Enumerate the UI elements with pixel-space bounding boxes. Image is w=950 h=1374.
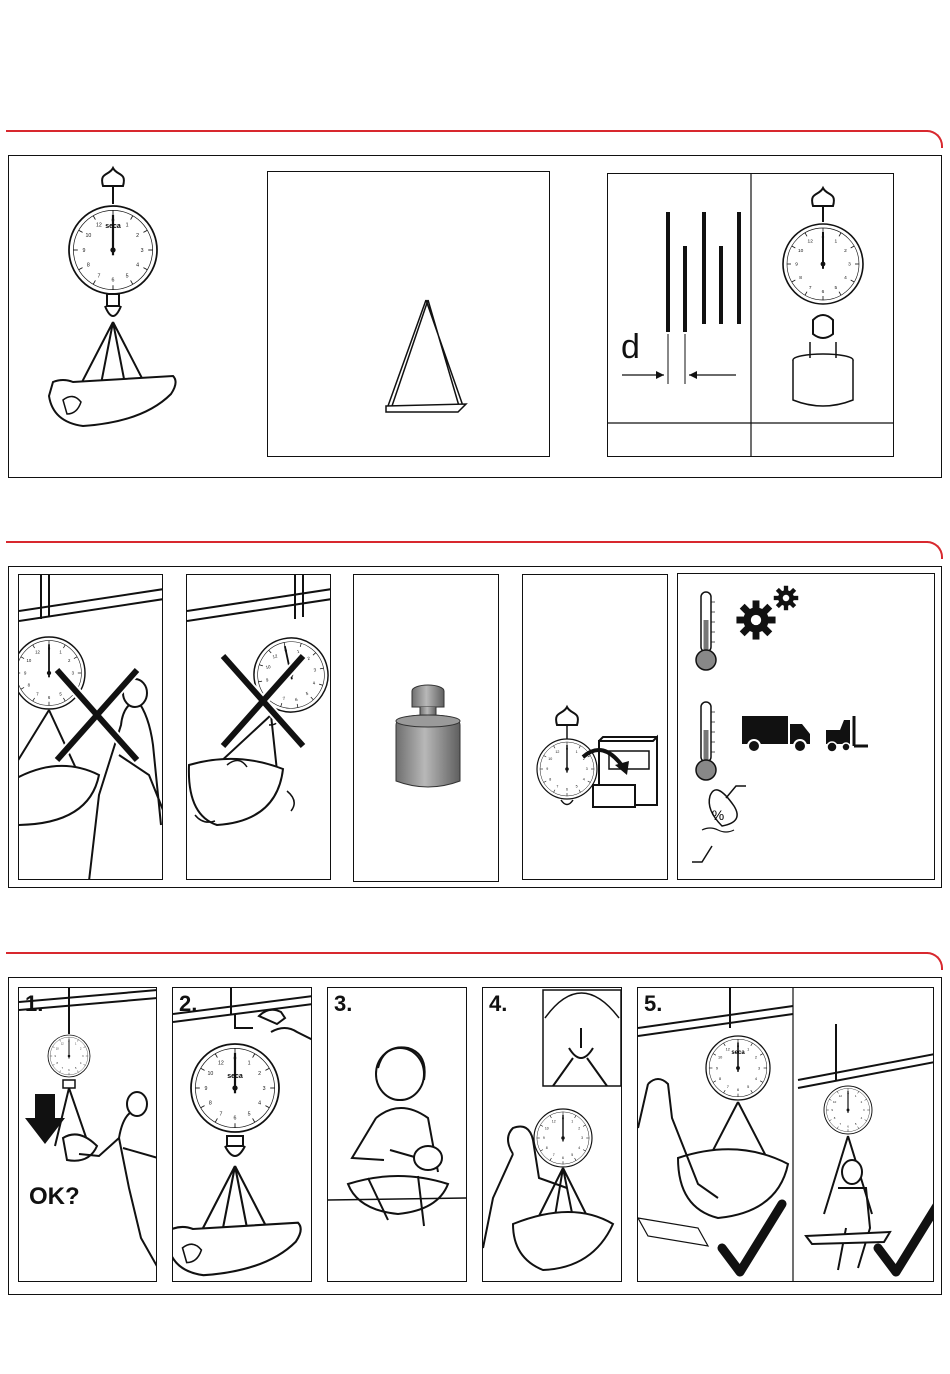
weight-icon	[354, 575, 499, 882]
section-scope-of-delivery	[8, 155, 942, 478]
environment-conditions-panel	[677, 573, 935, 880]
accent-rule-corner	[925, 952, 943, 970]
step-4-panel	[482, 987, 622, 1282]
step-3-illustration	[328, 988, 467, 1282]
triangle-hanger-icon	[268, 172, 550, 457]
storage-panel	[522, 574, 668, 880]
accent-rule-corner	[925, 541, 943, 559]
calibration-weight-panel	[353, 574, 499, 882]
arrow-down-icon	[25, 1094, 65, 1144]
svg-text:%: %	[711, 807, 725, 823]
humidity-icon	[692, 786, 746, 862]
accent-rule	[6, 952, 928, 954]
scale-brand: seca	[227, 1073, 243, 1080]
hanging-scale-icon	[9, 156, 249, 476]
step-number: 5.	[644, 991, 663, 1016]
section-safety-notes	[8, 566, 942, 888]
step-4-illustration	[483, 988, 622, 1282]
step-number: 2.	[179, 991, 198, 1016]
section-operation-steps	[8, 977, 942, 1295]
warning-panel-swing	[186, 574, 331, 880]
accent-rule	[6, 130, 928, 132]
step-number: 3.	[334, 991, 353, 1016]
step-3-panel	[327, 987, 467, 1282]
accent-rule-corner	[925, 130, 943, 148]
no-leaning-illustration	[19, 575, 163, 880]
step-1-panel	[18, 987, 157, 1282]
step-5-illustration	[638, 988, 934, 1282]
check-label: OK?	[29, 1183, 80, 1210]
accent-rule	[6, 541, 928, 543]
step-5-panel	[637, 987, 934, 1282]
thermometer-icon	[696, 592, 716, 670]
dimension-label: d	[621, 328, 640, 366]
cabinet-icon	[523, 575, 668, 880]
scale-brand: seca	[731, 1050, 745, 1056]
warning-panel-lean	[18, 574, 163, 880]
scale-brand: seca	[105, 223, 121, 230]
gears-icon	[736, 600, 775, 639]
step-2-illustration	[173, 988, 312, 1282]
environment-icons	[678, 574, 935, 880]
truck-icon	[742, 716, 810, 752]
calibration-illustration	[608, 174, 894, 457]
forklift-icon	[826, 716, 868, 752]
step-number: 1.	[25, 991, 44, 1016]
hanger-panel	[267, 171, 550, 457]
thermometer-icon	[696, 702, 716, 780]
step-number: 4.	[489, 991, 508, 1016]
no-swinging-illustration	[187, 575, 331, 880]
step-1-illustration	[19, 988, 157, 1282]
calibration-panel	[607, 173, 894, 457]
step-2-panel	[172, 987, 312, 1282]
